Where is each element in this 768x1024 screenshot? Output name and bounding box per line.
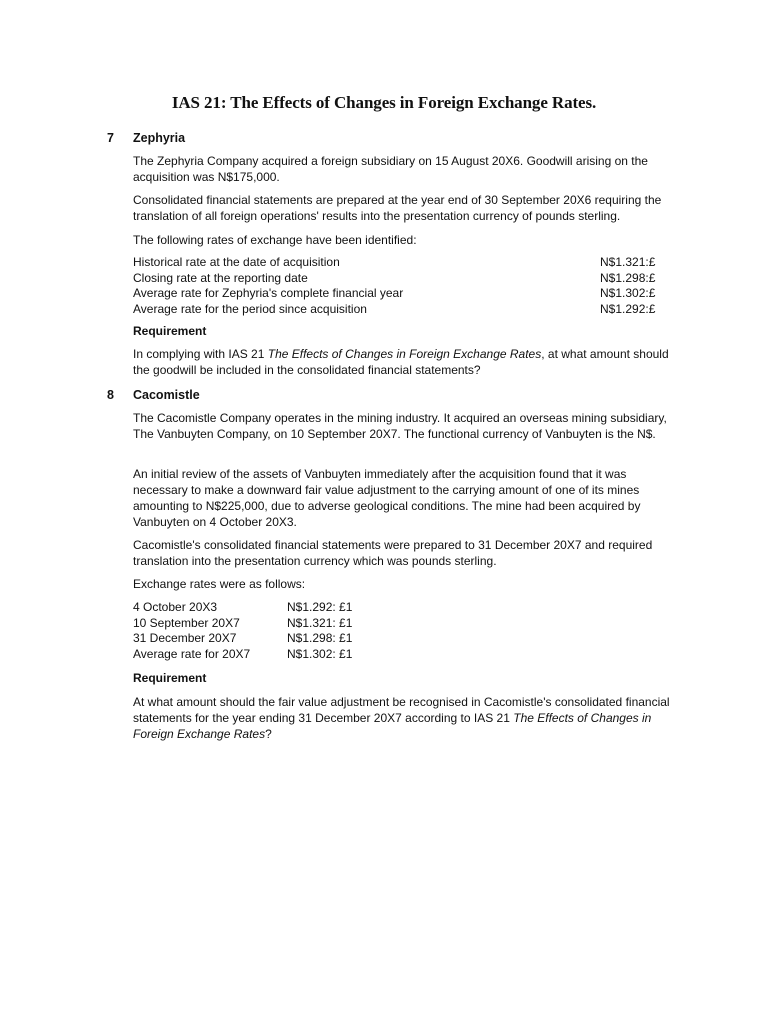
q7-paragraph-1: The Zephyria Company acquired a foreign subsidiary on 15 August 20X6. Goodwill arising on the acquisition was N$175,000. — [133, 154, 648, 184]
rate-value: N$1.321:£ — [600, 255, 656, 269]
rate-label: Average rate for the period since acquisition — [133, 301, 367, 316]
q8-rates-table — [133, 600, 433, 662]
rate-row — [133, 647, 433, 663]
rate-value: N$1.321: £1 — [287, 615, 353, 630]
q7-req-standard-title: The Effects of Changes in Foreign Exchange Rates — [267, 347, 542, 361]
rate-value: N$1.298:£ — [600, 270, 656, 285]
rate-value: N$1.298: £1 — [287, 631, 353, 645]
q7-requirement-heading: Requirement — [133, 324, 207, 338]
rate-row — [133, 631, 433, 647]
rate-value: N$1.302: £1 — [287, 646, 353, 661]
q8-req-text-a: At what amount should the fair value adjustment be recognised in Cacomistle's consolidated financial statements for the year ending 31 December 20X7 according to IAS 21 — [133, 695, 670, 725]
rate-row — [133, 255, 668, 271]
q8-requirement-text — [133, 694, 673, 742]
rate-label: Average rate for 20X7 — [133, 646, 251, 661]
q8-paragraph-2: An initial review of the assets of Vanbuyten immediately after the acquisition found that it was necessary to make a downward fair value adjustment to the carrying amount of one of its mines amounting to N$225,000, due to adverse geological conditions. The mine had been acquired by Vanbuyten on 4 October 20X3. — [133, 467, 641, 529]
document-title: IAS 21: The Effects of Changes in Foreign Exchange Rates. — [171, 93, 597, 112]
q7-req-text-a: In complying with IAS 21 — [133, 347, 268, 361]
q8-req-standard-title: The Effects of Changes in Foreign Exchange Rates — [133, 711, 652, 741]
rate-row — [133, 302, 668, 318]
rate-row — [133, 271, 668, 287]
rate-value: N$1.292: £1 — [287, 600, 353, 614]
q7-requirement-text — [133, 346, 673, 378]
rate-row — [133, 286, 668, 302]
q7-req-text-b: , at what amount should the goodwill be included in the consolidated financial statements? — [133, 347, 669, 377]
rate-label: 10 September 20X7 — [133, 615, 240, 630]
rate-label: 31 December 20X7 — [133, 631, 237, 645]
q7-paragraph-3: The following rates of exchange have been identified: — [133, 233, 417, 247]
q8-paragraph-1: The Cacomistle Company operates in the mining industry. It acquired an overseas mining subsidiary, The Vanbuyten Company, on 10 September 20X7. The functional currency of Vanbuyten is the N$. — [133, 411, 667, 441]
rate-label: 4 October 20X3 — [133, 600, 218, 614]
q8-requirement-heading: Requirement — [133, 671, 207, 685]
rate-label: Average rate for Zephyria's complete financial year — [133, 286, 404, 300]
q8-req-text-b: ? — [265, 727, 272, 741]
question-7-number: 7 — [107, 131, 114, 145]
rate-label: Historical rate at the date of acquisition — [133, 255, 340, 269]
q7-rates-table — [133, 255, 668, 317]
rate-label: Closing rate at the reporting date — [133, 270, 308, 285]
rate-row — [133, 616, 433, 632]
question-7-heading: Zephyria — [133, 131, 186, 145]
rate-value: N$1.302:£ — [600, 286, 656, 300]
question-8-number: 8 — [107, 388, 114, 402]
rate-row — [133, 600, 433, 616]
q7-paragraph-2: Consolidated financial statements are prepared at the year end of 30 September 20X6 requiring the translation of all foreign operations' results into the presentation currency of pounds sterling. — [133, 193, 662, 223]
question-8-heading: Cacomistle — [133, 388, 200, 402]
q8-paragraph-4: Exchange rates were as follows: — [133, 577, 306, 591]
q8-paragraph-3: Cacomistle's consolidated financial statements were prepared to 31 December 20X7 and required translation into the presentation currency which was pounds sterling. — [133, 538, 653, 568]
rate-value: N$1.292:£ — [600, 301, 656, 316]
